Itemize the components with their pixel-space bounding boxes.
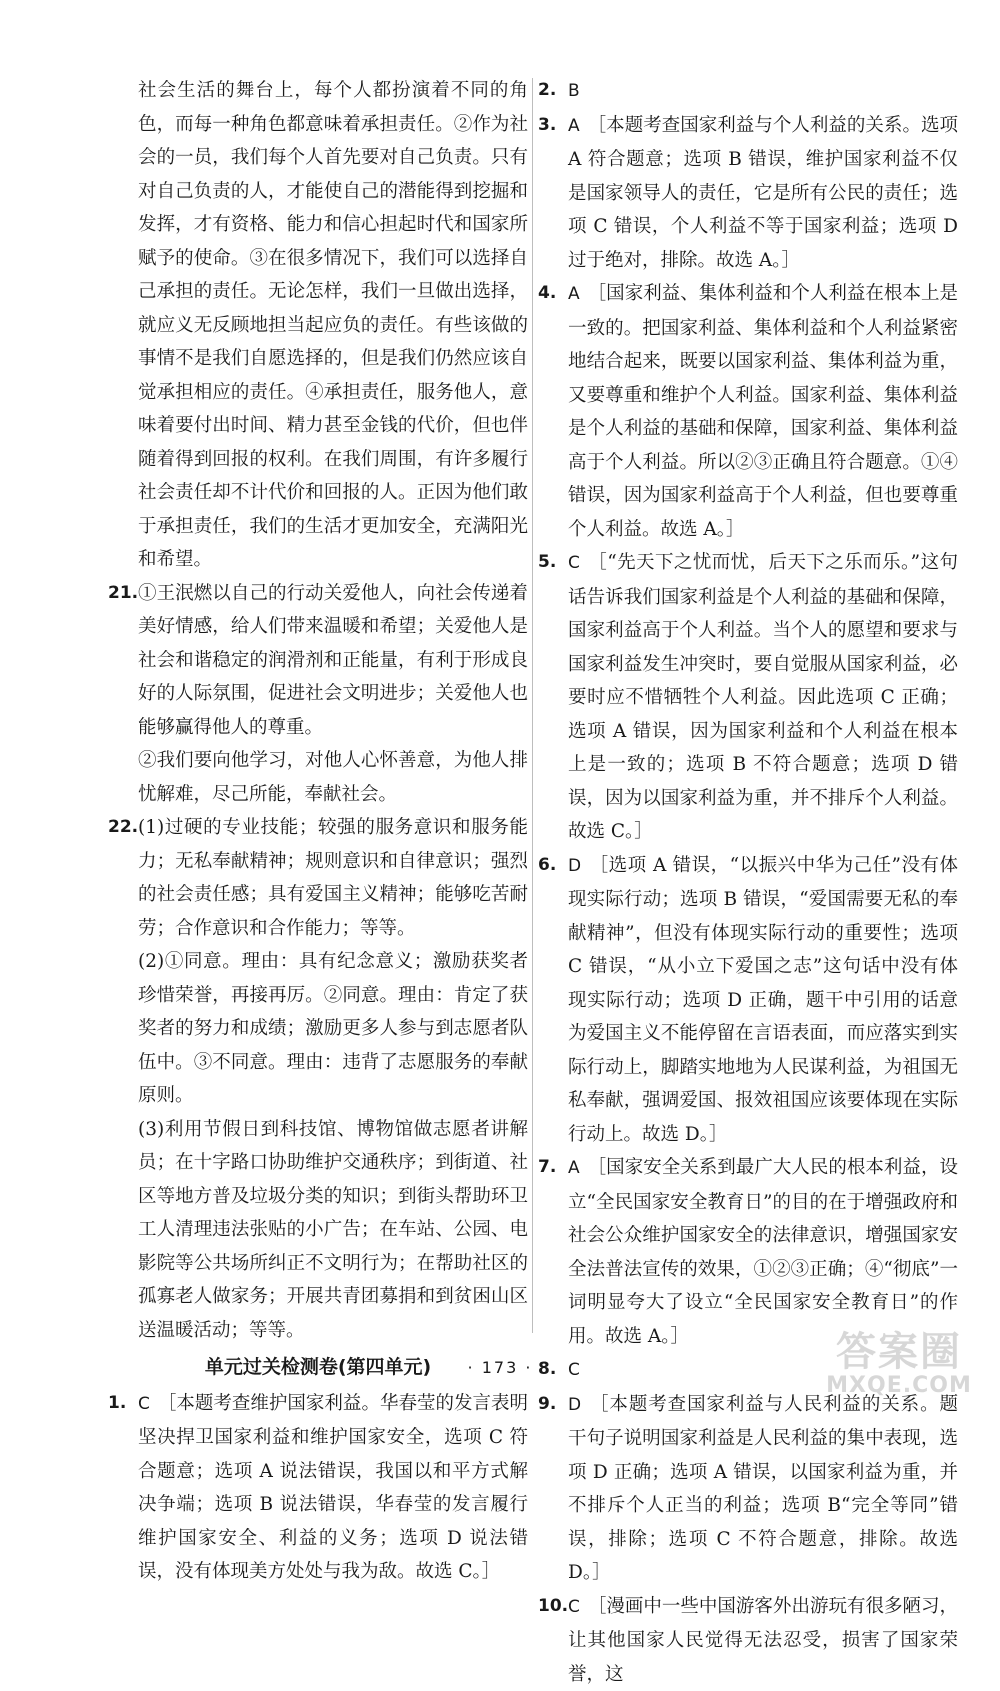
answer-explanation: ［国家安全关系到最广大人民的根本利益，设立“全民国家安全教育日”的目的在于增强政府和社会公众维护国家安全的法律意识，增强国家安全法普法宣传的效果，①②③正确；④“彻底”一词明显夸大了设立“全民国家安全教育日”的作用。故选 A。］ [568, 1157, 958, 1347]
question-number: 4. [538, 277, 556, 311]
question-3 [538, 109, 958, 278]
page-number: · 173 · [0, 1358, 1000, 1377]
answer-explanation: ［国家利益、集体利益和个人利益在根本上是一致的。把国家利益、集体利益和个人利益紧密地结合起来，既要以国家利益、集体利益为重，又要尊重和维护个人利益。国家利益、集体利益是个人利益的基础和保障，国家利益、集体利益高于个人利益。所以②③正确且符合题意。①④错误，因为国家利益高于个人利益，但也要尊重个人利益。故选 A。］ [568, 283, 958, 540]
section-title: 单元过关检测卷(第四单元) [108, 1351, 528, 1385]
answer-explanation: ［漫画中一些中国游客外出游玩有很多陋习，让其他国家人民觉得无法忍受，损害了国家荣誉，这 [568, 1596, 958, 1685]
answer-letter: D [568, 1395, 581, 1415]
question-number: 6. [538, 849, 556, 883]
answer-explanation: ［“先天下之忧而忧，后天下之乐而乐。”这句话告诉我们国家利益是个人利益的基础和保障，国家利益高于个人利益。当个人的愿望和要求与国家利益发生冲突时，要自觉服从国家利益，必要时应不惜牺牲个人利益。因此选项 C 正确；选项 A 错误，因为国家利益和个人利益在根本上是一致的；选项 B 不符合题意；选项 D 错误，因为以国家利益为重，并不排斥个人利益。故选 C。］ [568, 552, 958, 842]
question-5 [538, 546, 958, 849]
question-10 [538, 1590, 958, 1691]
right-column [538, 74, 958, 1691]
question-number: 22. [108, 811, 138, 845]
watermark-logo [824, 1330, 974, 1400]
answer-letter: C [568, 1360, 580, 1380]
answer-letter: A [568, 116, 580, 136]
question-number: 8. [538, 1353, 556, 1387]
answer-paragraph: (3)利用节假日到科技馆、博物馆做志愿者讲解员；在十字路口协助维护交通秩序；到街道、社区等地方普及垃圾分类的知识；到街头帮助环卫工人清理违法张贴的小广告；在车站、公园、电影院等公共场所纠正不文明行为；在帮助社区的孤寡老人做家务；开展共青团募捐和到贫困山区送温暖活动；等等。 [138, 1113, 528, 1348]
continued-answer: 社会生活的舞台上，每个人都扮演着不同的角色，而每一种角色都意味着承担责任。②作为社会的一员，我们每个人首先要对自己负责。只有对自己负责的人，才能使自己的潜能得到挖掘和发挥，才有资格、能力和信心担起时代和国家所赋予的使命。③在很多情况下，我们可以选择自己承担的责任。无论怎样，我们一旦做出选择，就应义无反顾地担当起应负的责任。有些该做的事情不是我们自愿选择的，但是我们仍然应该自觉承担相应的责任。④承担责任，服务他人，意味着要付出时间、精力甚至金钱的代价，但也伴随着得到回报的权利。在我们周围，有许多履行社会责任却不计代价和回报的人。正因为他们敢于承担责任，我们的生活才更加安全，充满阳光和希望。 [108, 74, 528, 577]
column-divider [532, 78, 533, 1333]
question-number: 9. [538, 1388, 556, 1422]
answer-letter: D [568, 856, 581, 876]
answer-paragraph: ①王泯燃以自己的行动关爱他人，向社会传递着美好情感，给人们带来温暖和希望；关爱他人是社会和谐稳定的润滑剂和正能量，有利于形成良好的人际氛围，促进社会文明进步；关爱他人也能够赢得他人的尊重。 [138, 577, 528, 745]
watermark-text: 答案圈 [824, 1330, 974, 1374]
question-4 [538, 277, 958, 546]
answer-letter: C [568, 1597, 580, 1617]
answer-paragraph: (1)过硬的专业技能；较强的服务意识和服务能力；无私奉献精神；规则意识和自律意识；强烈的社会责任感；具有爱国主义精神；能够吃苦耐劳；合作意识和合作能力；等等。 [138, 811, 528, 945]
question-6 [538, 849, 958, 1152]
answer-letter: A [568, 1158, 580, 1178]
answer-letter: A [568, 284, 580, 304]
answer-explanation: ［本题考查国家利益与人民利益的关系。题干句子说明国家利益是人民利益的集中表现，选项 D 正确；选项 A 错误，以国家利益为重，并不排斥个人正当的利益；选项 B“完全等同”错误，排除；选项 C 不符合题意，排除。故选 D。］ [568, 1394, 958, 1584]
question-21 [108, 577, 528, 812]
answer-letter: C [138, 1394, 150, 1414]
answer-paragraph: ②我们要向他学习，对他人心怀善意，为他人排忧解难，尽己所能，奉献社会。 [138, 744, 528, 811]
question-2 [538, 74, 958, 109]
question-number: 1. [108, 1387, 126, 1421]
question-number: 2. [538, 74, 556, 108]
watermark-url: MXQE.COM [824, 1374, 974, 1398]
answer-letter: C [568, 553, 580, 573]
question-9 [538, 1388, 958, 1590]
question-number: 21. [108, 577, 138, 611]
answer-explanation: ［选项 A 错误，“以振兴中华为己任”没有体现实际行动；选项 B 错误，“爱国需要无私的奉献精神”，但没有体现实际行动的重要性；选项 C 错误，“从小立下爱国之志”这句话中没有体现实际行动；选项 D 正确，题干中引用的话意为爱国主义不能停留在言语表面，而应落实到实际行动上，脚踏实地地为人民谋利益，为祖国无私奉献，强调爱国、报效祖国应该要体现在实际行动上。故选 D。］ [568, 855, 958, 1145]
question-number: 5. [538, 546, 556, 580]
question-number: 10. [538, 1590, 568, 1624]
answer-letter: B [568, 81, 580, 101]
question-1 [108, 1387, 528, 1589]
question-22 [108, 811, 528, 1347]
question-7 [538, 1151, 958, 1353]
answer-explanation: ［本题考查国家利益与个人利益的关系。选项 A 符合题意；选项 B 错误，维护国家利益不仅是国家领导人的责任，它是所有公民的责任；选项 C 错误，个人利益不等于国家利益；选项 D 过于绝对，排除。故选 A。］ [568, 115, 958, 271]
question-number: 3. [538, 109, 556, 143]
answer-paragraph: (2)①同意。理由：具有纪念意义；激励获奖者珍惜荣誉，再接再厉。②同意。理由：肯定了获奖者的努力和成绩；激励更多人参与到志愿者队伍中。③不同意。理由：违背了志愿服务的奉献原则。 [138, 945, 528, 1113]
question-number: 7. [538, 1151, 556, 1185]
answer-explanation: ［本题考查维护国家利益。华春莹的发言表明坚决捍卫国家利益和维护国家安全，选项 C 符合题意；选项 A 说法错误，我国以和平方式解决争端；选项 B 说法错误，华春莹的发言履行维护国家安全、利益的义务；选项 D 说法错误，没有体现美方处处与我为敌。故选 C。］ [138, 1393, 528, 1583]
